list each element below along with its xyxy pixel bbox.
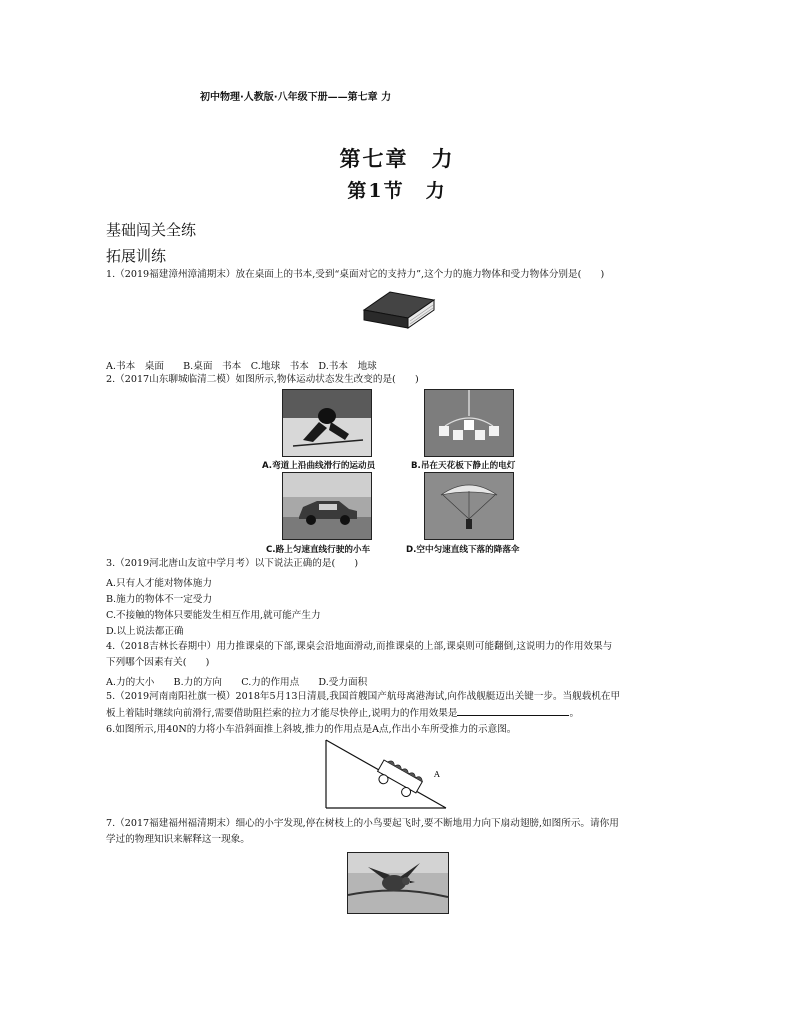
question-3-option-a: A.只有人才能对物体施力: [106, 578, 212, 589]
caption-a: A.弯道上沿曲线滑行的运动员: [262, 461, 376, 471]
heading-basic: 基础闯关全练: [106, 221, 197, 239]
book-image: [360, 288, 436, 334]
heading-extension: 拓展训练: [106, 247, 167, 265]
question-3: 3.（2019河北唐山友谊中学月考）以下说法正确的是( ): [106, 558, 359, 569]
incline-diagram: [322, 738, 452, 816]
question-1-options: A.书本 桌面 B.桌面 书本 C.地球 书本 D.书本 地球: [106, 361, 377, 372]
caption-c: C.路上匀速直线行驶的小车: [266, 545, 371, 555]
question-7-line-2: 学过的物理知识来解释这一现象。: [106, 834, 250, 845]
question-5-line-1: 5.（2019河南南阳社旗一模）2018年5月13日清晨,我国首艘国产航母离港海试,向作战舰艇迈出关键一步。当舰载机在甲: [106, 691, 621, 702]
question-4-line-2: 下列哪个因素有关( ): [106, 657, 210, 668]
question-4-options: A.力的大小 B.力的方向 C.力的作用点 D.受力面积: [106, 677, 368, 688]
parachute-photo: [424, 472, 514, 540]
caption-d: D.空中匀速直线下落的降落伞: [406, 545, 520, 555]
caption-b: B.吊在天花板下静止的电灯: [411, 461, 516, 471]
question-6: 6.如图所示,用40N的力将小车沿斜面推上斜坡,推力的作用点是A点,作出小车所受推力的示意图。: [106, 724, 517, 735]
question-4-line-1: 4.（2018吉林长春期中）用力推课桌的下部,课桌会沿地面滑动,而推课桌的上部,课桌则可能翻倒,这说明力的作用效果与: [106, 641, 613, 652]
page-header: 初中物理·人教版·八年级下册——第七章 力: [200, 92, 392, 103]
chapter-title: 第七章 力: [339, 146, 455, 171]
bird-photo: [347, 852, 449, 914]
question-3-option-d: D.以上说法都正确: [106, 626, 184, 637]
question-1: 1.（2019福建漳州漳浦期末）放在桌面上的书本,受到“桌面对它的支持力”,这个力的施力物体和受力物体分别是( ): [106, 269, 605, 280]
question-5-text: 板上着陆时继续向前滑行,需要借助阻拦索的拉力才能尽快停止,说明力的作用效果是: [106, 708, 458, 719]
question-7-line-1: 7.（2017福建福州福清期末）细心的小宇发现,停在树枝上的小鸟要起飞时,要不断地用力向下扇动翅膀,如图所示。请你用: [106, 818, 619, 829]
chandelier-photo: [424, 389, 514, 457]
answer-blank[interactable]: [457, 706, 569, 716]
section-title: 第1节 力: [347, 180, 447, 202]
car-photo: [282, 472, 372, 540]
question-3-option-c: C.不接触的物体只要能发生相互作用,就可能产生力: [106, 610, 321, 621]
question-3-option-b: B.施力的物体不一定受力: [106, 594, 213, 605]
question-5-end: 。: [569, 708, 580, 719]
question-5-line-2: [106, 706, 579, 721]
point-a-label: A: [434, 770, 440, 779]
skater-photo: [282, 389, 372, 457]
question-2: 2.（2017山东聊城临清二模）如图所示,物体运动状态发生改变的是( ): [106, 374, 419, 385]
